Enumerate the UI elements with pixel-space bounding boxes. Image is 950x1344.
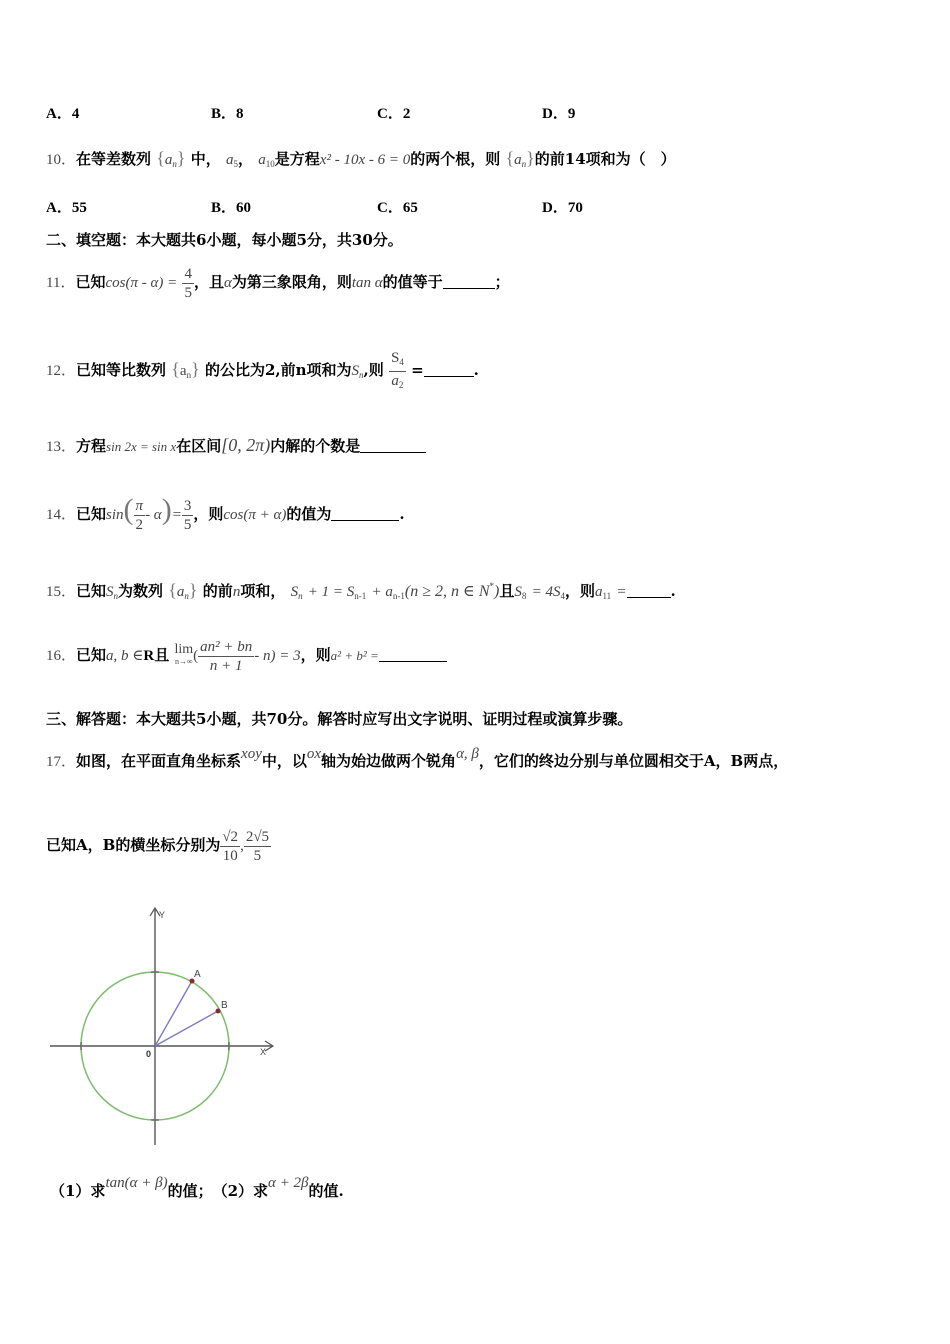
q10-option-d: D．70 — [542, 200, 583, 216]
q14-answer-blank — [331, 520, 399, 521]
question-17-given: 已知A，B的横坐标分别为 $\frac{√2}{10}$ , $\frac{2√5}{5}$ — [46, 828, 270, 864]
label-x: X — [260, 1047, 267, 1057]
q16-answer-blank — [379, 661, 447, 662]
point-b — [216, 1009, 221, 1014]
q10-option-a: A．55 — [46, 200, 87, 216]
q13-answer-blank — [360, 452, 426, 453]
unit-circle-figure — [46, 905, 286, 1150]
q9-option-c: C．2 — [377, 106, 411, 122]
q9-option-a: A．4 — [46, 106, 80, 122]
label-origin: 0 — [146, 1049, 152, 1059]
question-17: 17．如图，在平面直角坐标系xoy中，以ox轴为始边做两个锐角α, β，它们的终边分别与单位圆相交于A，B两点， — [46, 746, 789, 770]
question-13: 13．方程sin 2x = sin x在区间[0, 2π)内解的个数是 — [46, 430, 426, 462]
q12-answer-blank — [424, 376, 474, 377]
section-2-heading: 二、填空题：本大题共6小题，每小题5分，共30分。 — [46, 231, 403, 249]
q9-option-b: B．8 — [211, 106, 244, 122]
label-y: Y — [159, 910, 166, 920]
label-b: B — [221, 1000, 228, 1011]
question-12: 12．已知等比数列 $\{a_n\}$ 的公比为2,前n项和为$S_n$,则 $\frac{S_4}{a_2}$ = . — [46, 349, 479, 390]
q11-answer-blank — [443, 288, 495, 289]
q15-answer-blank — [627, 597, 671, 598]
label-a: A — [194, 969, 201, 980]
question-15: 15．已知$S_n$为数列 $\{a_n\}$ 的前n项和， $S_n + 1 = S_{n-1} + a_{n-1}(n \ge 2$, n ∈ N*)且$S_8 = 4S_4$，则$a_{11}$ = . — [46, 580, 676, 601]
question-17-parts: （1）求tan(α + β)的值； （2）求α + 2β的值. — [50, 1175, 344, 1200]
question-10: 10．在等差数列 $\{a_n\}$ 中， $a_5$， $a_{10}$是方程x² - 10x - 6 = 0的两个根，则 $\{a_n\}$的前14项和为（ ） — [46, 148, 676, 169]
q10-option-b: B．60 — [211, 200, 252, 216]
q10-option-c: C．65 — [377, 200, 418, 216]
question-11: 11．已知cos(π - α) = $\frac{4}{5}$ ，且α为第三象限角，则tan α的值等于 ； — [46, 265, 510, 301]
q9-option-d: D．9 — [542, 106, 576, 122]
question-14: 14．已知sin( $\frac{\pi}{2}$ - α)= $\frac{3}{5}$ ，则cos(π + α)的值为 . — [46, 493, 405, 533]
section-3-heading: 三、解答题：本大题共5小题，共70分。解答时应写出文字说明、证明过程或演算步骤。 — [46, 710, 633, 728]
question-16: 16．已知a, b ∈R且 lim n→∞ ( $\frac{\text{an² + bn}}{n + 1}$ - n) = 3，则a² + b² = — [46, 630, 447, 681]
